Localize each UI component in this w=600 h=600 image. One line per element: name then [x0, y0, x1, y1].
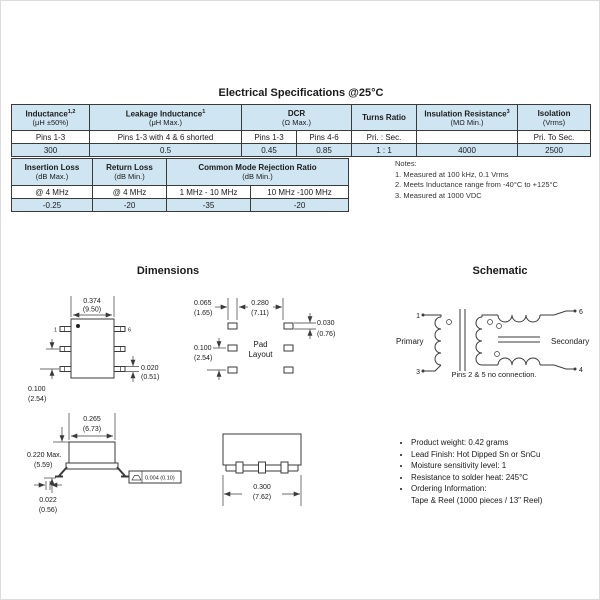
- pin-1-label: 1: [53, 327, 57, 334]
- product-info-item: • Product weight: 0.42 grams: [411, 437, 595, 449]
- product-info-item: • Moisture sensitivity level: 1: [411, 460, 595, 472]
- loss-subheader-row: [12, 186, 349, 199]
- svg-text:0.100: 0.100: [28, 386, 46, 393]
- sub-cell: @ 4 MHz: [93, 186, 167, 199]
- spec-header-row: [12, 105, 591, 131]
- value-cell: -35: [167, 199, 251, 212]
- primary-label: Primary: [396, 337, 424, 346]
- svg-text:0.100: 0.100: [194, 345, 212, 352]
- svg-text:(9.50): (9.50): [82, 306, 102, 314]
- note-item: 1. Measured at 100 kHz, 0.1 Vrms: [395, 169, 509, 179]
- value-cell: 4000: [417, 144, 518, 157]
- value-cell: 0.45: [242, 144, 297, 157]
- svg-text:(0.76): (0.76): [317, 331, 336, 338]
- svg-text:0.065: 0.065: [194, 300, 212, 307]
- svg-text:0.020: 0.020: [141, 365, 159, 372]
- sub-cell: Pins 4-6: [297, 131, 352, 144]
- phase-dot: [495, 352, 500, 357]
- schematic-pin-1: 1: [416, 313, 420, 320]
- header-cmrr: Common Mode Rejection Ratio (dB Min.): [167, 159, 349, 186]
- header-isolation: Isolation (Vrms): [518, 105, 591, 131]
- loss-value-row: [12, 199, 349, 212]
- sub-cell: Pins 1-3: [242, 131, 297, 144]
- svg-text:(0.56): (0.56): [38, 507, 58, 514]
- loss-header-row: [12, 159, 349, 186]
- schematic-heading: Schematic: [472, 265, 528, 277]
- header-insertion-loss: Insertion Loss (dB Max.): [12, 159, 93, 186]
- svg-text:0.030: 0.030: [317, 320, 335, 327]
- sub-cell: 10 MHz -100 MHz: [251, 186, 349, 199]
- dim-height: [27, 427, 69, 493]
- svg-text:(2.54): (2.54): [28, 396, 47, 403]
- dim-pin-pitch: [28, 339, 59, 403]
- dim-pad-width: [194, 298, 237, 320]
- product-info-item: • Resistance to solder heat: 245°C: [411, 472, 595, 484]
- schematic-pin-6: 6: [579, 309, 583, 316]
- dim-top-width: [71, 296, 114, 317]
- transformer-schematic: [394, 301, 594, 381]
- phase-dot: [447, 320, 452, 325]
- ordering-info-continuation: Tape & Reel (1000 pieces / 13" Reel): [411, 495, 543, 505]
- svg-text:0.374: 0.374: [83, 298, 101, 305]
- value-cell: 0.5: [90, 144, 242, 157]
- choke-top-winding: [497, 315, 541, 329]
- package-end-body: [223, 434, 301, 473]
- secondary-label: Secondary: [551, 337, 590, 346]
- header-dcr: DCR (Ω Max.): [242, 105, 352, 131]
- value-cell: 1 : 1: [352, 144, 417, 157]
- svg-text:(1.65): (1.65): [194, 310, 213, 317]
- choke-bottom-winding: [495, 352, 541, 366]
- value-cell: -20: [93, 199, 167, 212]
- sub-cell: Pri. To Sec.: [518, 131, 591, 144]
- svg-text:(7.11): (7.11): [251, 310, 269, 317]
- pad-layout-label: Layout: [248, 350, 273, 359]
- sub-cell: [417, 131, 518, 144]
- coplanarity-callout: [129, 471, 181, 483]
- pad-layout-label: Pad: [253, 340, 268, 349]
- secondary-winding: [476, 317, 493, 365]
- value-cell: 2500: [518, 144, 591, 157]
- svg-text:0.300: 0.300: [253, 484, 271, 491]
- choke-core: [498, 337, 540, 342]
- header-leakage-inductance: Leakage Inductance$^1$ (μH Max.): [90, 105, 242, 131]
- sub-cell: 1 MHz - 10 MHz: [167, 186, 251, 199]
- value-cell: 0.85: [297, 144, 352, 157]
- svg-text:0.022: 0.022: [39, 497, 57, 504]
- value-cell: -20: [251, 199, 349, 212]
- dim-pin-width: [125, 356, 159, 382]
- note-item: 2. Meets Inductance range from -40°C to +125°C: [395, 180, 558, 189]
- svg-text:(0.51): (0.51): [141, 374, 160, 381]
- sub-cell: Pins 1-3 with 4 & 6 shorted: [90, 131, 242, 144]
- svg-text:0.280: 0.280: [251, 300, 269, 307]
- pin-6-label: 6: [128, 327, 132, 334]
- dim-pad-pitch: [194, 338, 226, 380]
- value-cell: 300: [12, 144, 90, 157]
- svg-text:(6.73): (6.73): [82, 426, 102, 433]
- schematic-caption: Pins 2 & 5 no connection.: [451, 370, 537, 379]
- package-body: [54, 319, 131, 378]
- dim-end-width: [223, 475, 301, 506]
- sub-cell: @ 4 MHz: [12, 186, 93, 199]
- notes-block: [395, 159, 558, 201]
- product-info-item: • Ordering Information:: [411, 483, 595, 495]
- footnote-ref: 1,2: [67, 108, 76, 115]
- svg-text:0.004 (0.10): 0.004 (0.10): [145, 475, 175, 482]
- page-title: Electrical Specifications @25°C: [218, 87, 384, 99]
- package-side-body: [55, 442, 129, 477]
- sub-cell: Pins 1-3: [12, 131, 90, 144]
- header-return-loss: Return Loss (dB Min.): [93, 159, 167, 186]
- value-cell: -0.25: [12, 199, 93, 212]
- svg-text:(2.54): (2.54): [194, 355, 213, 362]
- schematic-pin-4: 4: [579, 367, 583, 374]
- electrical-spec-table: [11, 104, 591, 157]
- pad-layout-drawing: [193, 293, 343, 398]
- package-side-view-drawing: [26, 403, 201, 515]
- package-end-view-drawing: [206, 429, 326, 511]
- svg-text:0.220 Max.: 0.220 Max.: [27, 452, 62, 459]
- svg-text:0.265: 0.265: [83, 416, 101, 423]
- sub-cell: Pri. : Sec.: [352, 131, 417, 144]
- spec-subheader-row: [12, 131, 591, 144]
- transformer-core: [460, 309, 465, 371]
- svg-text:(7.62): (7.62): [252, 494, 272, 501]
- schematic-pin-3: 3: [416, 369, 420, 376]
- loss-cmrr-table: [11, 158, 349, 212]
- note-item: 3. Measured at 1000 VDC: [395, 190, 482, 200]
- product-info-item: • Lead Finish: Hot Dipped Sn or SnCu: [411, 449, 595, 461]
- dim-pad-span: [239, 298, 283, 320]
- dimensions-heading: Dimensions: [136, 265, 200, 277]
- footnote-ref: 3: [506, 108, 510, 115]
- header-turns-ratio: Turns Ratio: [352, 105, 417, 131]
- header-insulation-resistance: Insulation Resistance$^3$ (MΩ Min.): [417, 105, 518, 131]
- header-inductance: Inductance$^{1,2}$ (μH ±50%): [12, 105, 90, 131]
- spec-value-row: [12, 144, 591, 157]
- package-top-view-drawing: [26, 293, 211, 405]
- phase-dot: [488, 320, 493, 325]
- notes-title: Notes:: [395, 159, 417, 168]
- dim-lead-thickness: [34, 481, 62, 514]
- svg-text:(5.59): (5.59): [34, 462, 53, 469]
- phase-dot: [497, 324, 502, 329]
- dim-pad-height: [294, 313, 335, 339]
- dim-body-width: [69, 413, 115, 440]
- primary-winding: [435, 317, 452, 365]
- product-info-list: [399, 437, 595, 507]
- pin1-dot: [76, 324, 80, 328]
- footnote-ref: 1: [202, 108, 206, 115]
